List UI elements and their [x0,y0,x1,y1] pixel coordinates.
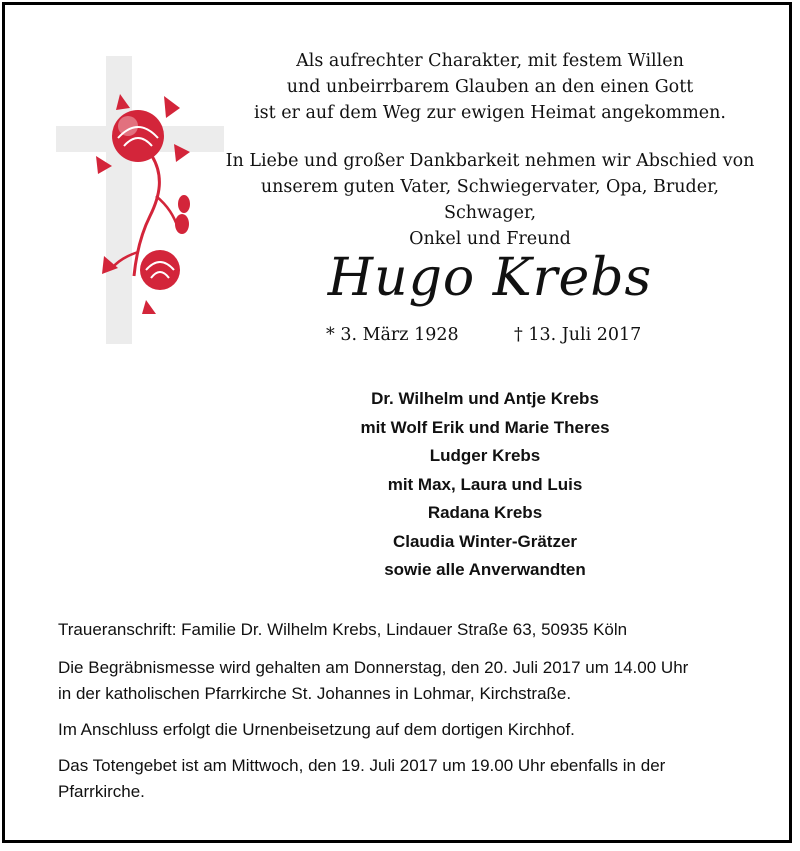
cross-with-roses-icon [56,56,224,344]
prayer-line: Pfarrkirche. [58,782,145,801]
deceased-name: Hugo Krebs [327,248,653,308]
death-date: † 13. Juli 2017 [514,325,642,345]
intro-line: ist er auf dem Weg zur ewigen Heimat angekommen. [254,103,726,123]
farewell-text [220,148,760,252]
family-member: mit Wolf Erik und Marie Theres [360,417,610,437]
mass-line: in der katholischen Pfarrkirche St. Johannes in Lohmar, Kirchstraße. [58,684,572,703]
intro-line: und unbeirrbarem Glauben an den einen Gott [286,77,694,97]
farewell-line: In Liebe und großer Dankbarkeit nehmen wir Abschied von [225,151,755,171]
mourning-address: Traueranschrift: Familie Dr. Wilhelm Krebs, Lindauer Straße 63, 50935 Köln [58,620,628,639]
family-list [250,385,720,585]
farewell-line: unserem guten Vater, Schwiegervater, Opa, Bruder, Schwager, [260,177,720,223]
mass-line: Die Begräbnismesse wird gehalten am Donnerstag, den 20. Juli 2017 um 14.00 Uhr [58,658,689,677]
family-member: sowie alle Anverwandten [384,560,586,579]
family-member: mit Max, Laura und Luis [387,474,583,494]
family-member: Claudia Winter-Grätzer [392,531,578,551]
family-member: Dr. Wilhelm und Antje Krebs [371,389,599,408]
cross-icon [56,56,224,344]
intro-verse [220,48,760,126]
family-member: Ludger Krebs [429,446,541,465]
urn-burial-info: Im Anschluss erfolgt die Urnenbeisetzung auf dem dortigen Kirchhof. [58,720,575,739]
prayer-line: Das Totengebet ist am Mittwoch, den 19. Juli 2017 um 19.00 Uhr ebenfalls in der [58,756,666,775]
farewell-line: Onkel und Freund [409,229,571,249]
birth-date: * 3. März 1928 [326,325,459,345]
family-member: Radana Krebs [427,503,543,522]
funeral-mass-info [58,655,778,707]
intro-line: Als aufrechter Charakter, mit festem Willen [296,51,684,71]
prayer-info [58,753,778,805]
